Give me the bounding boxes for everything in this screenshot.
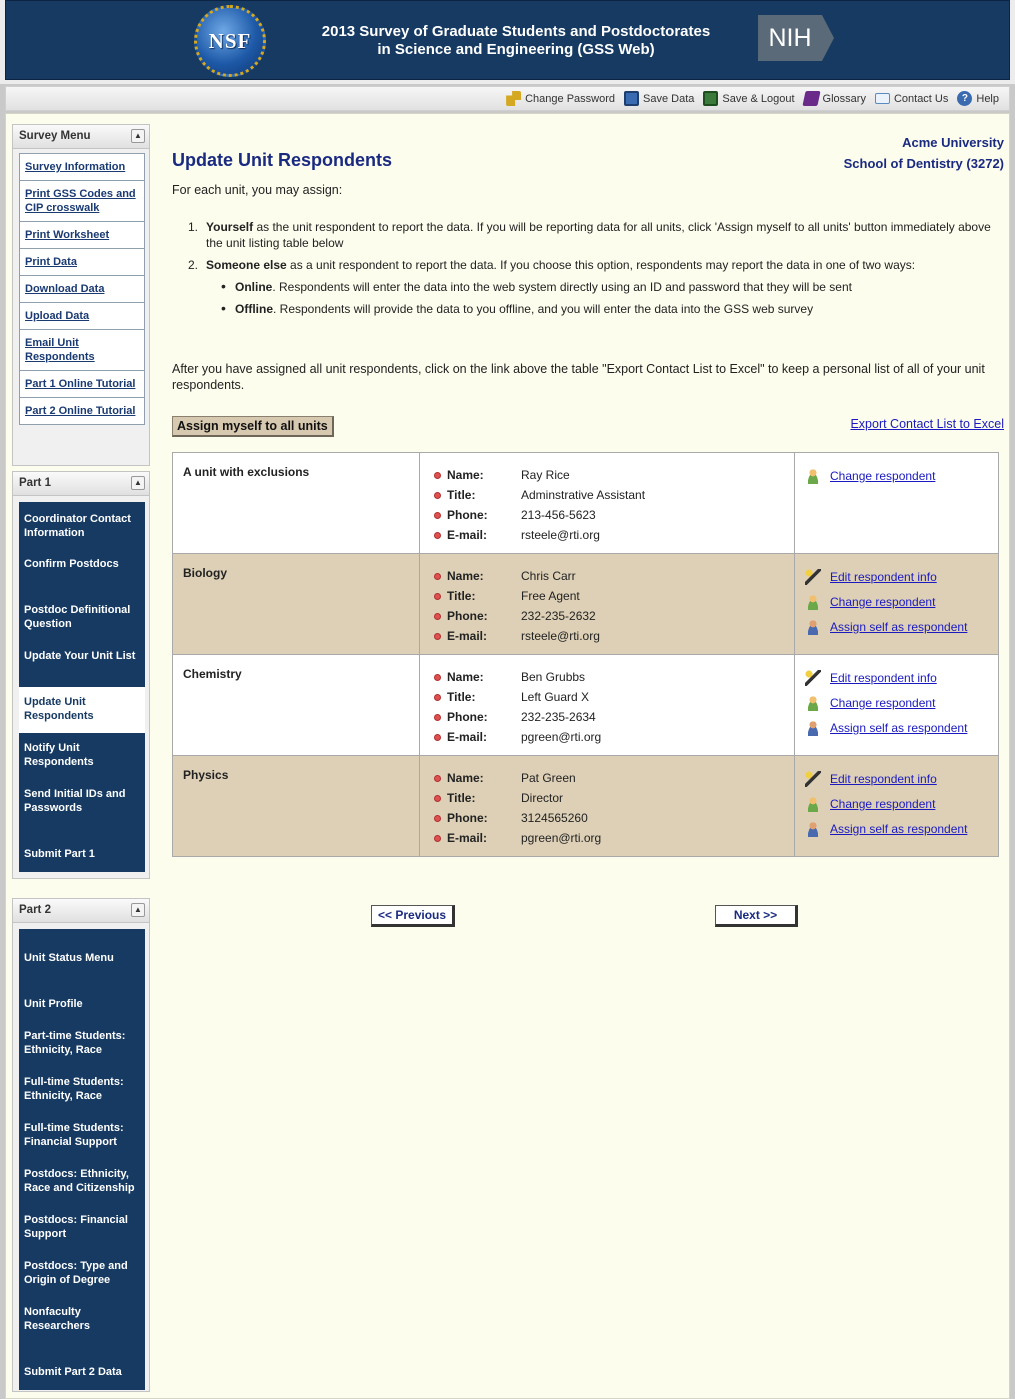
edit-respondent-row (805, 665, 998, 690)
change-respondent-row (805, 791, 998, 816)
respondent-email: rsteele@rti.org (521, 528, 600, 542)
nih-logo (758, 15, 822, 61)
survey-menu-header (13, 125, 149, 149)
toolbar-links (506, 91, 999, 106)
nav-postdoc-definitional[interactable]: Postdoc Definitional Question (24, 604, 131, 630)
field-label: E-mail: (447, 730, 488, 744)
unit-name: Chemistry (173, 655, 420, 756)
bullet-icon (434, 613, 441, 620)
respondent-email-row (434, 727, 794, 747)
change-respondent-row (805, 463, 998, 488)
envelope-icon (875, 93, 890, 104)
nav-unit-profile[interactable]: Unit Profile (24, 998, 83, 1010)
assign-myself-all-units-button[interactable]: Assign myself to all units (172, 416, 334, 437)
nav-part-time-students[interactable]: Part-time Students: Ethnicity, Race (24, 1030, 126, 1056)
survey-menu-item[interactable]: Survey Information (19, 153, 145, 181)
nav-postdocs-ethnicity[interactable]: Postdocs: Ethnicity, Race and Citizenship (24, 1168, 135, 1194)
instruction-item-2 (188, 257, 998, 273)
nsf-logo-text: NSF (208, 28, 252, 53)
actions-cell (795, 453, 999, 554)
actions-cell (795, 756, 999, 857)
save-data-label: Save Data (643, 92, 695, 105)
school-line (844, 153, 1004, 174)
field-label: Title: (447, 589, 476, 603)
key-icon (506, 91, 521, 106)
respondent-name-row (434, 667, 794, 687)
sub-bold: Online (235, 280, 273, 294)
respondent-title-row (434, 788, 794, 808)
glossary-label: Glossary (822, 92, 866, 105)
respondent-name: Ray Rice (521, 468, 570, 482)
save-logout-link[interactable] (703, 91, 794, 106)
bullet-icon (434, 472, 441, 479)
part1-panel (12, 471, 150, 879)
assign-self-row (805, 715, 998, 740)
person-icon (805, 594, 821, 610)
actions-cell (795, 554, 999, 655)
instruction-number: 2. (188, 258, 199, 272)
assign-self-row (805, 816, 998, 841)
after-assignment-text: After you have assigned all unit respondents, click on the link above the table "Export Contact List to Excel" to keep a personal list of all of your unit respondents. (172, 362, 985, 392)
table-row (173, 554, 999, 655)
field-label: Name: (447, 771, 484, 785)
respondent-phone-row (434, 707, 794, 727)
respondent-email: pgreen@rti.org (521, 831, 602, 845)
bullet-icon (434, 734, 441, 741)
next-button[interactable]: Next >> (715, 905, 798, 927)
respondent-email-row (434, 828, 794, 848)
survey-menu-item[interactable]: Print GSS Codes and CIP crosswalk (19, 180, 145, 222)
part1-nav (19, 502, 145, 872)
instruction-text: as a unit respondent to report the data. If you choose this option, respondents may report the data in one of two ways: (286, 258, 916, 272)
respondent-cell (420, 756, 795, 857)
respondent-phone-row (434, 606, 794, 626)
save-logout-label: Save & Logout (722, 92, 795, 105)
save-logout-icon (703, 91, 718, 106)
survey-menu-item[interactable]: Part 1 Online Tutorial (19, 370, 145, 398)
survey-menu-item[interactable]: Print Worksheet (19, 221, 145, 249)
sub-text: . Respondents will provide the data to you offline, and you will enter the data into the GSS web survey (273, 302, 814, 316)
contact-us-link[interactable] (875, 91, 948, 106)
change-respondent-link[interactable]: Change respondent (830, 468, 936, 483)
survey-menu-title: Survey Menu (19, 130, 91, 142)
part1-title: Part 1 (19, 477, 51, 489)
respondent-name: Chris Carr (521, 569, 576, 583)
respondent-name-row (434, 566, 794, 586)
unit-name: Biology (173, 554, 420, 655)
nav-update-unit-list[interactable]: Update Your Unit List (24, 650, 136, 662)
actions-cell (795, 655, 999, 756)
survey-menu-panel (12, 124, 150, 466)
respondent-email: pgreen@rti.org (521, 730, 602, 744)
collapse-survey-menu-button[interactable]: ▲ (131, 129, 145, 143)
unit-name: Physics (173, 756, 420, 857)
respondent-title-row (434, 687, 794, 707)
school-info (844, 132, 1004, 174)
instruction-number: 1. (188, 220, 199, 234)
university-name: Acme University (902, 135, 1004, 150)
table-row (173, 756, 999, 857)
part2-nav (19, 929, 145, 1390)
respondent-email-row (434, 626, 794, 646)
table-row (173, 655, 999, 756)
nav-send-initial-ids[interactable]: Send Initial IDs and Passwords (24, 788, 126, 814)
nav-full-time-financial[interactable]: Full-time Students: Financial Support (24, 1122, 124, 1148)
save-data-link[interactable] (624, 91, 694, 106)
bullet-icon (434, 775, 441, 782)
part2-header (13, 899, 149, 923)
respondent-cell (420, 554, 795, 655)
bullet-icon (434, 815, 441, 822)
respondent-title-row (434, 485, 794, 505)
edit-respondent-link[interactable]: Edit respondent info (830, 771, 937, 786)
instruction-bold: Yourself (206, 220, 254, 234)
respondent-cell (420, 655, 795, 756)
survey-menu-item[interactable]: Email Unit Respondents (19, 329, 145, 371)
assign-self-link[interactable]: Assign self as respondent (830, 619, 968, 634)
magic-wand-icon (805, 569, 821, 585)
assign-self-row (805, 614, 998, 639)
nav-confirm-postdocs[interactable]: Confirm Postdocs (24, 558, 119, 570)
instructions-list (188, 219, 998, 317)
bullet-icon (434, 512, 441, 519)
self-person-icon (805, 720, 821, 736)
bullet-icon (434, 532, 441, 539)
field-label: Phone: (447, 811, 488, 825)
respondent-name-row (434, 465, 794, 485)
person-icon (805, 468, 821, 484)
change-respondent-row (805, 690, 998, 715)
bullet-icon (434, 714, 441, 721)
respondent-title: Free Agent (521, 589, 580, 603)
units-body (173, 453, 999, 857)
nav-nonfaculty-researchers[interactable]: Nonfaculty Researchers (24, 1306, 91, 1332)
respondent-email-row (434, 525, 794, 545)
part2-title: Part 2 (19, 904, 51, 916)
field-label: Phone: (447, 609, 488, 623)
part1-header (13, 472, 149, 496)
nav-unit-status-menu[interactable]: Unit Status Menu (24, 952, 114, 964)
units-table (172, 452, 999, 857)
page-title: Update Unit Respondents (172, 150, 393, 170)
survey-menu-item[interactable]: Print Data (19, 248, 145, 276)
toolbar (5, 86, 1010, 111)
field-label: E-mail: (447, 528, 488, 542)
nsf-logo (194, 5, 266, 77)
nav-postdocs-degree[interactable]: Postdocs: Type and Origin of Degree (24, 1260, 128, 1286)
field-label: Phone: (447, 710, 488, 724)
nih-logo-text: NIH (768, 23, 812, 52)
respondent-title-row (434, 586, 794, 606)
person-icon (805, 796, 821, 812)
person-icon (805, 695, 821, 711)
collapse-part2-button[interactable]: ▲ (131, 903, 145, 917)
nav-full-time-ethnicity[interactable]: Full-time Students: Ethnicity, Race (24, 1076, 124, 1102)
respondent-phone: 213-456-5623 (521, 508, 596, 522)
instruction-sub-offline (188, 301, 998, 317)
edit-respondent-link[interactable]: Edit respondent info (830, 670, 937, 685)
edit-respondent-row (805, 564, 998, 589)
change-respondent-link[interactable]: Change respondent (830, 796, 936, 811)
respondent-phone: 232-235-2632 (521, 609, 596, 623)
assign-self-link[interactable]: Assign self as respondent (830, 720, 968, 735)
respondent-title: Adminstrative Assistant (521, 488, 646, 502)
respondent-name: Ben Grubbs (521, 670, 586, 684)
bullet-icon (434, 674, 441, 681)
intro-text: For each unit, you may assign: (172, 183, 343, 197)
sub-bold: Offline (235, 302, 273, 316)
change-respondent-link[interactable]: Change respondent (830, 594, 936, 609)
nav-notify-unit-respondents[interactable]: Notify Unit Respondents (24, 742, 94, 768)
respondent-phone: 232-235-2634 (521, 710, 596, 724)
edit-respondent-row (805, 766, 998, 791)
self-person-icon (805, 619, 821, 635)
previous-button[interactable]: << Previous (371, 905, 455, 927)
respondent-cell (420, 453, 795, 554)
book-icon (802, 91, 820, 106)
survey-menu-item[interactable]: Download Data (19, 275, 145, 303)
bullet-icon (434, 694, 441, 701)
bullet-icon (434, 573, 441, 580)
field-label: Phone: (447, 508, 488, 522)
main-frame (5, 113, 1010, 1399)
part2-panel (12, 898, 150, 1392)
banner-title (296, 23, 736, 59)
instruction-sub-online (188, 279, 998, 295)
banner-title-line2: in Science and Engineering (GSS Web) (377, 41, 655, 58)
field-label: Name: (447, 569, 484, 583)
field-label: Title: (447, 690, 476, 704)
field-label: E-mail: (447, 629, 488, 643)
nav-submit-part1[interactable]: Submit Part 1 (24, 848, 95, 860)
bullet-icon (434, 633, 441, 640)
magic-wand-icon (805, 771, 821, 787)
banner-inner (5, 0, 1010, 80)
field-label: Title: (447, 791, 476, 805)
magic-wand-icon (805, 670, 821, 686)
banner (0, 0, 1015, 84)
sub-text: . Respondents will enter the data into the web system directly using an ID and password that they will be sent (272, 280, 852, 294)
nav-coordinator-contact[interactable]: Coordinator Contact Information (24, 513, 131, 539)
glossary-link[interactable] (804, 91, 866, 106)
help-label: Help (976, 92, 999, 105)
bullet-icon (434, 795, 441, 802)
unit-name: A unit with exclusions (173, 453, 420, 554)
instruction-text: as the unit respondent to report the data. If you will be reporting data for all units, click 'Assign myself to all units' button immediately above the unit listing table below (206, 220, 991, 250)
instruction-bold: Someone else (206, 258, 287, 272)
help-icon: ? (957, 91, 972, 106)
change-password-link[interactable] (506, 91, 615, 106)
field-label: Title: (447, 488, 476, 502)
collapse-part1-button[interactable]: ▲ (131, 476, 145, 490)
field-label: E-mail: (447, 831, 488, 845)
school-code: (3272) (966, 156, 1004, 171)
survey-menu-item[interactable]: Upload Data (19, 302, 145, 330)
self-person-icon (805, 821, 821, 837)
floppy-disk-icon (624, 91, 639, 106)
bullet-icon (434, 593, 441, 600)
respondent-title: Director (521, 791, 564, 805)
help-link[interactable] (957, 91, 999, 106)
contact-us-label: Contact Us (893, 92, 949, 105)
export-contact-list-link[interactable]: Export Contact List to Excel (850, 417, 1004, 431)
change-respondent-row (805, 589, 998, 614)
field-label: Name: (447, 468, 484, 482)
change-respondent-link[interactable]: Change respondent (830, 695, 936, 710)
bullet-icon (434, 835, 441, 842)
nav-postdocs-financial[interactable]: Postdocs: Financial Support (24, 1214, 128, 1240)
school-name: School of Dentistry (843, 156, 963, 171)
respondent-phone: 3124565260 (521, 811, 588, 825)
instruction-item-1 (188, 219, 998, 251)
respondent-phone-row (434, 505, 794, 525)
change-password-label: Change Password (525, 92, 615, 105)
edit-respondent-link[interactable]: Edit respondent info (830, 569, 937, 584)
survey-menu-list (13, 149, 149, 428)
respondent-name: Pat Green (521, 771, 576, 785)
nav-submit-part2[interactable]: Submit Part 2 Data (24, 1366, 122, 1378)
field-label: Name: (447, 670, 484, 684)
nav-update-unit-respondents[interactable]: Update Unit Respondents (19, 687, 145, 733)
respondent-email: rsteele@rti.org (521, 629, 600, 643)
bullet-icon (434, 492, 441, 499)
survey-menu-item[interactable]: Part 2 Online Tutorial (19, 397, 145, 425)
respondent-name-row (434, 768, 794, 788)
respondent-title: Left Guard X (521, 690, 590, 704)
table-row (173, 453, 999, 554)
assign-self-link[interactable]: Assign self as respondent (830, 821, 968, 836)
banner-title-line1: 2013 Survey of Graduate Students and Postdoctorates (321, 23, 711, 40)
respondent-phone-row (434, 808, 794, 828)
